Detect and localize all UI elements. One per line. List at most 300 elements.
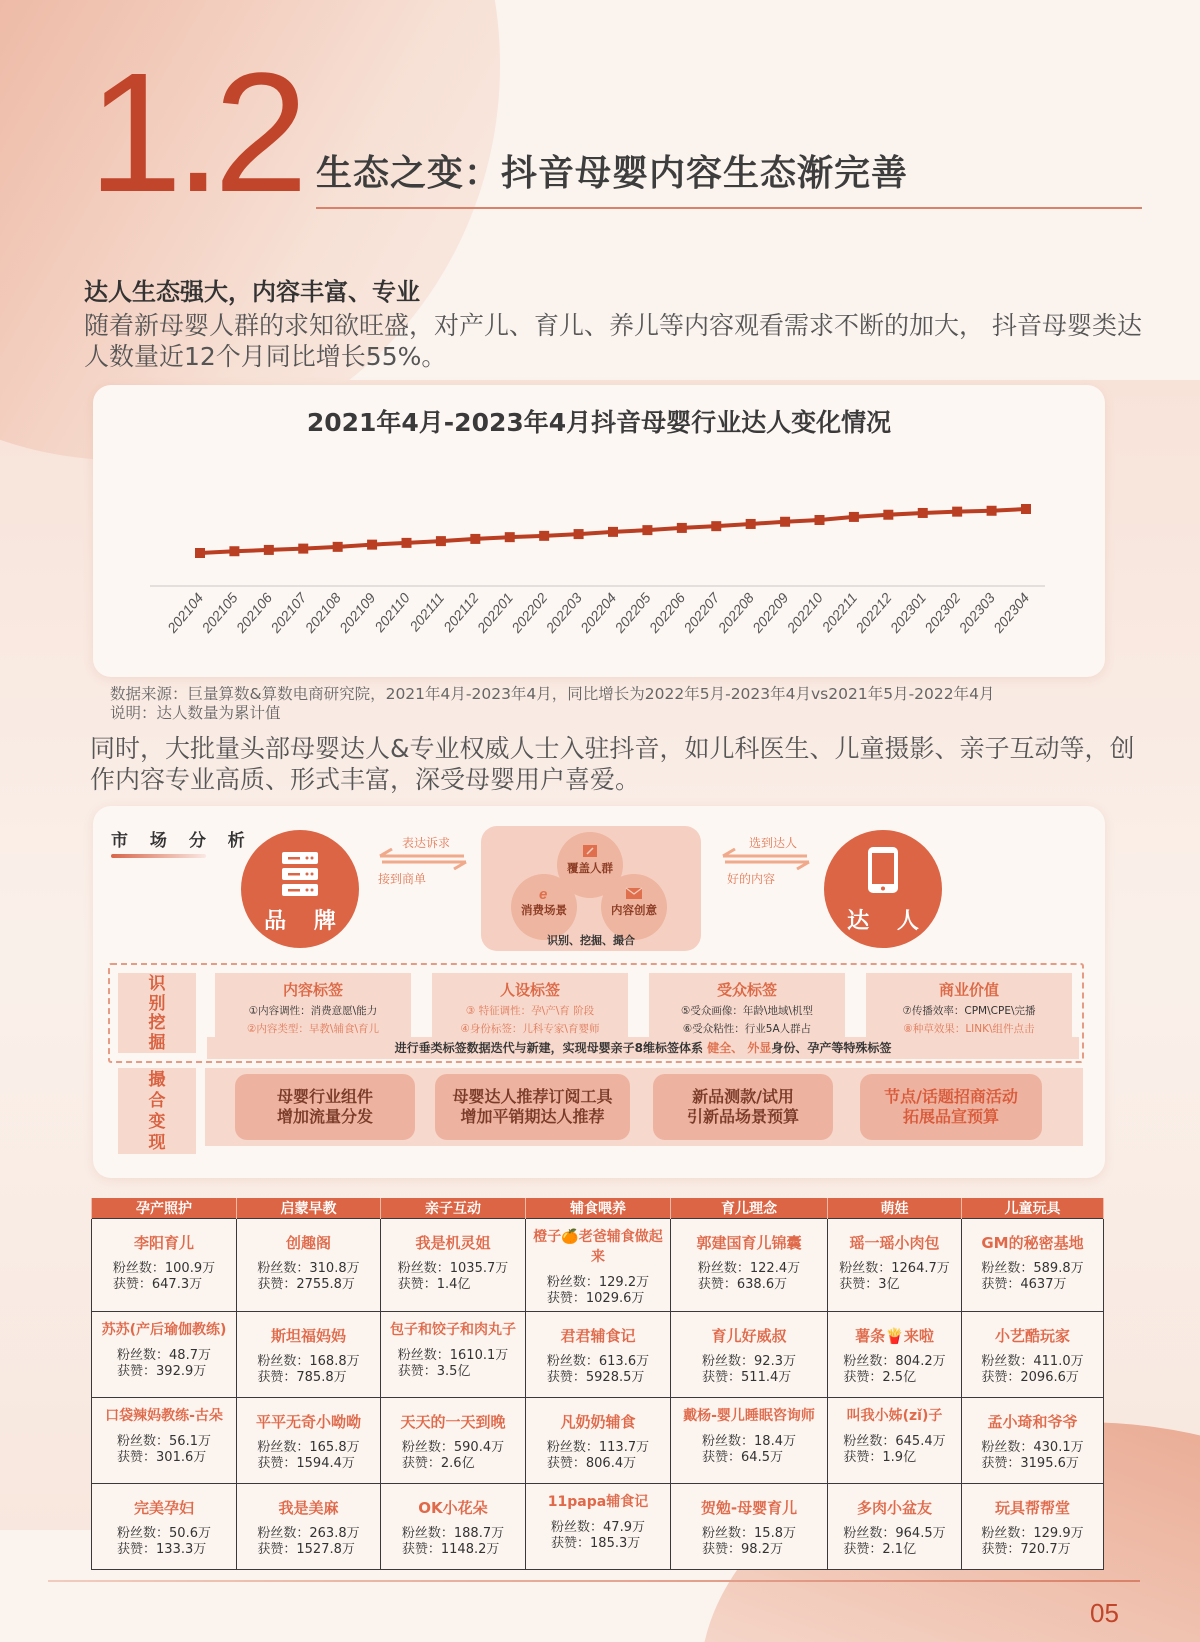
data-point-marker bbox=[367, 540, 377, 550]
fans-value: 15.8万 bbox=[754, 1526, 796, 1541]
fans-value: 165.8万 bbox=[309, 1440, 360, 1455]
x-tick-label: 202304 bbox=[990, 589, 1033, 636]
table-row bbox=[92, 1312, 1104, 1398]
fans-value: 48.7万 bbox=[169, 1348, 211, 1363]
fans-label: 粉丝数： bbox=[117, 1526, 170, 1541]
likes-value: 2096.6万 bbox=[1020, 1370, 1079, 1385]
likes-line bbox=[402, 1456, 504, 1472]
fans-value: 188.7万 bbox=[453, 1526, 505, 1541]
influencer-cell bbox=[237, 1219, 381, 1312]
fans-label: 粉丝数： bbox=[551, 1520, 604, 1535]
tag-line: ③ 特征调性：孕\产\育 阶段 bbox=[465, 1005, 595, 1017]
influencer-stats bbox=[843, 1434, 945, 1466]
likes-label: 获赞： bbox=[257, 1456, 297, 1471]
x-tick-label: 202106 bbox=[232, 589, 276, 636]
influencer-cell bbox=[671, 1312, 828, 1398]
likes-value: 3亿 bbox=[878, 1277, 900, 1292]
fans-line bbox=[402, 1440, 504, 1456]
x-tick-label: 202109 bbox=[336, 589, 379, 636]
likes-label: 获赞： bbox=[702, 1450, 742, 1465]
likes-value: 1.4亿 bbox=[436, 1277, 471, 1292]
fans-line bbox=[547, 1275, 649, 1291]
fans-label: 粉丝数： bbox=[981, 1440, 1034, 1455]
likes-line bbox=[398, 1364, 509, 1380]
fans-label: 粉丝数： bbox=[981, 1354, 1034, 1369]
likes-line bbox=[702, 1542, 796, 1558]
influencer-cell bbox=[92, 1312, 237, 1398]
influencer-name: 包子和饺子和肉丸子 bbox=[390, 1322, 516, 1338]
likes-line bbox=[843, 1542, 945, 1558]
side-label-text: 撮合变现 bbox=[148, 1070, 166, 1153]
likes-line bbox=[702, 1370, 796, 1386]
tag-line: ④身份标签：儿科专家\育婴师 bbox=[460, 1023, 600, 1035]
market-analysis-card bbox=[93, 806, 1105, 1178]
influencer-stats bbox=[398, 1261, 509, 1293]
tag-box-audience bbox=[649, 973, 845, 1037]
data-point-marker bbox=[711, 521, 721, 531]
likes-line bbox=[698, 1277, 800, 1293]
fans-label: 粉丝数： bbox=[546, 1354, 599, 1369]
likes-value: 1.9亿 bbox=[882, 1450, 917, 1465]
data-point-marker bbox=[815, 515, 825, 525]
fans-value: 100.9万 bbox=[164, 1261, 216, 1276]
column-header: 亲子互动 bbox=[381, 1198, 526, 1219]
fans-value: 590.4万 bbox=[453, 1440, 505, 1455]
likes-line bbox=[257, 1456, 359, 1472]
fans-value: 589.8万 bbox=[1033, 1261, 1084, 1276]
fans-value: 430.1万 bbox=[1033, 1440, 1084, 1455]
fans-value: 129.9万 bbox=[1033, 1526, 1084, 1541]
fans-value: 18.4万 bbox=[754, 1434, 796, 1449]
likes-line bbox=[839, 1277, 950, 1293]
column-header: 孕产照护 bbox=[92, 1198, 237, 1219]
influencer-cell bbox=[381, 1219, 526, 1312]
table-header-row bbox=[92, 1198, 1104, 1219]
influencer-cell bbox=[237, 1484, 381, 1570]
likes-value: 392.9万 bbox=[156, 1364, 207, 1379]
column-header: 启蒙早教 bbox=[237, 1198, 381, 1219]
likes-value: 1594.4万 bbox=[296, 1456, 355, 1471]
influencer-stats bbox=[839, 1261, 950, 1293]
fans-label: 粉丝数： bbox=[117, 1434, 170, 1449]
side-label-text: 识别挖掘 bbox=[148, 974, 166, 1053]
influencer-cell bbox=[671, 1219, 828, 1312]
summary-text: 进行垂类标签数据迭代与新建，实现母婴亲子8维标签体系 bbox=[394, 1041, 708, 1055]
center-circle-scene bbox=[511, 874, 577, 940]
likes-line bbox=[981, 1542, 1083, 1558]
title-divider bbox=[316, 207, 1142, 209]
x-tick-label: 202302 bbox=[921, 589, 964, 636]
x-tick-label: 202204 bbox=[577, 589, 620, 636]
market-analysis-label: 市 场 分 析 bbox=[111, 831, 253, 851]
likes-label: 获赞： bbox=[257, 1542, 297, 1557]
data-point-marker bbox=[229, 546, 239, 556]
influencer-name: 君君辅食记 bbox=[560, 1327, 636, 1345]
influencer-name: 郭建国育儿锦囊 bbox=[696, 1234, 802, 1252]
mail-icon bbox=[625, 886, 643, 900]
fans-line bbox=[257, 1440, 359, 1456]
likes-line bbox=[981, 1370, 1083, 1386]
likes-value: 785.8万 bbox=[296, 1370, 347, 1385]
influencer-name: GM的秘密基地 bbox=[981, 1234, 1084, 1252]
chip-icon bbox=[581, 844, 599, 858]
x-tick-label: 202209 bbox=[749, 589, 792, 636]
x-tick-label: 202208 bbox=[714, 589, 757, 636]
influencer-name: 薯条🍟来啦 bbox=[855, 1327, 934, 1345]
influencer-stats bbox=[547, 1275, 649, 1307]
fans-line bbox=[839, 1261, 950, 1277]
x-tick-label: 202301 bbox=[886, 589, 930, 636]
likes-label: 获赞： bbox=[697, 1277, 737, 1292]
data-point-marker bbox=[952, 507, 962, 517]
table-row bbox=[92, 1219, 1104, 1312]
influencer-name: 育儿好威叔 bbox=[711, 1327, 787, 1345]
influencer-name: 橙子🍊老爸辅食做起来 bbox=[533, 1229, 663, 1265]
influencer-cell bbox=[962, 1484, 1104, 1570]
likes-label: 获赞： bbox=[546, 1291, 586, 1306]
likes-value: 185.3万 bbox=[590, 1536, 641, 1551]
likes-line bbox=[547, 1370, 649, 1386]
center-circle-creative bbox=[601, 874, 667, 940]
data-point-marker bbox=[918, 508, 928, 518]
tag-title: 商业价值 bbox=[938, 981, 999, 999]
influencer-stats bbox=[402, 1526, 504, 1558]
conversion-item-subscription-tool bbox=[435, 1074, 630, 1140]
influencer-stats bbox=[843, 1526, 945, 1558]
likes-value: 638.6万 bbox=[736, 1277, 788, 1292]
fans-line bbox=[702, 1434, 796, 1450]
data-point-marker bbox=[780, 517, 790, 527]
fans-label: 粉丝数： bbox=[401, 1440, 454, 1455]
fans-label: 粉丝数： bbox=[697, 1261, 750, 1276]
fans-line bbox=[551, 1520, 645, 1536]
conversion-line: 母婴达人推荐订阅工具 bbox=[452, 1087, 613, 1106]
likes-label: 获赞： bbox=[843, 1542, 883, 1557]
likes-value: 1148.2万 bbox=[440, 1542, 500, 1557]
conversion-line: 节点/话题招商活动 bbox=[884, 1087, 1018, 1106]
fans-label: 粉丝数： bbox=[843, 1434, 896, 1449]
data-point-marker bbox=[436, 536, 446, 546]
fans-value: 1264.7万 bbox=[891, 1261, 950, 1276]
table-row bbox=[92, 1484, 1104, 1570]
likes-label: 获赞： bbox=[981, 1456, 1021, 1471]
likes-label: 获赞： bbox=[257, 1370, 297, 1385]
influencer-cell bbox=[526, 1398, 671, 1484]
likes-value: 511.4万 bbox=[741, 1370, 792, 1385]
convert-side-label bbox=[118, 1068, 196, 1154]
likes-label: 获赞： bbox=[397, 1364, 437, 1379]
tag-line: ①内容调性：消费意愿\能力 bbox=[248, 1005, 378, 1017]
arrow-label-select-influencer: 选到达人 bbox=[749, 836, 798, 850]
center-circle-label: 内容创意 bbox=[611, 903, 657, 917]
fans-value: 1610.1万 bbox=[449, 1348, 509, 1363]
influencer-cell bbox=[526, 1484, 671, 1570]
likes-line bbox=[547, 1456, 649, 1472]
fans-line bbox=[843, 1434, 945, 1450]
influencer-name: 瑶一瑶小肉包 bbox=[849, 1234, 940, 1252]
data-point-marker bbox=[298, 544, 308, 554]
fans-label: 粉丝数： bbox=[981, 1261, 1034, 1276]
influencer-stats bbox=[257, 1440, 359, 1472]
summary-highlight: 外显 bbox=[743, 1041, 772, 1055]
likes-label: 获赞： bbox=[843, 1450, 883, 1465]
source-text: 数据来源：巨量算数&算数电商研究院，2021年4月-2023年4月，同比增长为2022年5月-2023年4月vs2021年5月-2022年4月 bbox=[110, 685, 995, 703]
x-tick-label: 202108 bbox=[301, 589, 344, 636]
x-tick-label: 202210 bbox=[783, 589, 826, 636]
likes-value: 2.6亿 bbox=[440, 1456, 475, 1471]
fans-label: 粉丝数： bbox=[843, 1526, 896, 1541]
likes-value: 2.1亿 bbox=[882, 1542, 917, 1557]
column-header: 辅食喂养 bbox=[526, 1198, 671, 1219]
fans-line bbox=[113, 1261, 215, 1277]
likes-line bbox=[398, 1277, 509, 1293]
fans-value: 50.6万 bbox=[169, 1526, 211, 1541]
likes-line bbox=[551, 1536, 645, 1552]
influencer-name: 斯坦福妈妈 bbox=[270, 1327, 346, 1345]
x-tick-label: 202110 bbox=[371, 589, 413, 635]
influencer-stats bbox=[702, 1354, 796, 1386]
svg-text:e: e bbox=[539, 886, 548, 900]
fans-label: 粉丝数： bbox=[257, 1354, 310, 1369]
fans-value: 804.2万 bbox=[895, 1354, 946, 1369]
fans-line bbox=[843, 1526, 945, 1542]
fans-value: 613.6万 bbox=[598, 1354, 650, 1369]
tag-line: ⑥受众粘性：行业5A人群占 bbox=[682, 1023, 812, 1035]
fans-label: 粉丝数： bbox=[546, 1275, 599, 1290]
influencer-stats bbox=[981, 1526, 1083, 1558]
likes-label: 获赞： bbox=[546, 1370, 586, 1385]
data-point-marker bbox=[402, 538, 412, 548]
conversion-line: 母婴行业组件 bbox=[276, 1087, 373, 1106]
likes-value: 1527.8万 bbox=[296, 1542, 355, 1557]
data-point-marker bbox=[505, 532, 515, 542]
column-header: 儿童玩具 bbox=[962, 1198, 1104, 1219]
summary-text: 身份、孕产等特殊标签 bbox=[771, 1041, 892, 1055]
fans-line bbox=[843, 1354, 945, 1370]
influencer-name: 小艺酷玩家 bbox=[994, 1327, 1070, 1345]
fans-line bbox=[257, 1354, 359, 1370]
influencer-stats bbox=[843, 1354, 945, 1386]
fans-value: 122.4万 bbox=[749, 1261, 801, 1276]
x-tick-label: 202303 bbox=[955, 589, 998, 636]
influencer-stats bbox=[117, 1526, 211, 1558]
fans-line bbox=[981, 1526, 1083, 1542]
fans-line bbox=[702, 1526, 796, 1542]
fans-line bbox=[547, 1440, 649, 1456]
influencer-name: OK小花朵 bbox=[418, 1499, 488, 1517]
tag-line: ⑦传播效率：CPM\CPE\完播 bbox=[902, 1005, 1036, 1017]
chart-card bbox=[93, 385, 1105, 677]
likes-value: 720.7万 bbox=[1020, 1542, 1071, 1557]
influencer-name: 贺勉-母婴育儿 bbox=[700, 1499, 798, 1517]
fans-label: 粉丝数： bbox=[112, 1261, 165, 1276]
fans-line bbox=[117, 1434, 211, 1450]
influencer-cell bbox=[92, 1484, 237, 1570]
likes-line bbox=[117, 1364, 211, 1380]
fans-line bbox=[117, 1526, 211, 1542]
influencer-cell bbox=[828, 1219, 962, 1312]
influencer-name: 11papa辅食记 bbox=[547, 1494, 649, 1510]
fans-value: 129.2万 bbox=[598, 1275, 650, 1290]
line-chart bbox=[93, 385, 1105, 677]
x-tick-label: 202206 bbox=[645, 589, 689, 636]
likes-value: 98.2万 bbox=[741, 1542, 783, 1557]
fans-line bbox=[702, 1354, 796, 1370]
likes-label: 获赞： bbox=[112, 1277, 152, 1292]
influencer-stats bbox=[702, 1526, 796, 1558]
fans-line bbox=[981, 1440, 1083, 1456]
influencer-name: 玩具帮帮堂 bbox=[994, 1499, 1070, 1517]
brand-circle bbox=[241, 830, 359, 948]
likes-label: 获赞： bbox=[257, 1277, 297, 1292]
tag-title: 内容标签 bbox=[282, 981, 343, 999]
influencer-circle bbox=[824, 830, 942, 948]
fans-label: 粉丝数： bbox=[257, 1261, 310, 1276]
likes-line bbox=[402, 1542, 504, 1558]
influencer-cell bbox=[526, 1219, 671, 1312]
likes-label: 获赞： bbox=[117, 1542, 157, 1557]
likes-label: 获赞： bbox=[702, 1370, 742, 1385]
data-point-marker bbox=[642, 525, 652, 535]
fans-label: 粉丝数： bbox=[702, 1526, 755, 1541]
likes-label: 获赞： bbox=[397, 1277, 437, 1292]
identify-mining-box bbox=[108, 963, 1084, 1063]
influencer-name: 完美孕妇 bbox=[133, 1499, 194, 1517]
data-point-marker bbox=[195, 548, 205, 558]
likes-label: 获赞： bbox=[117, 1450, 157, 1465]
conversion-line: 增加流量分发 bbox=[276, 1107, 373, 1126]
conversion-item-component bbox=[235, 1074, 415, 1140]
likes-line bbox=[981, 1277, 1083, 1293]
intro2-paragraph: 同时，大批量头部母婴达人&专业权威人士入驻抖音，如儿科医生、儿童摄影、亲子互动等，创作内容专业高质、形式丰富，深受母婴用户喜爱。 bbox=[90, 734, 1135, 794]
fans-line bbox=[257, 1526, 359, 1542]
x-tick-label: 202201 bbox=[473, 589, 517, 636]
influencer-exchange-arrows bbox=[721, 834, 811, 884]
arrow-label-receive-orders: 接到商单 bbox=[378, 872, 427, 886]
fans-line bbox=[547, 1354, 649, 1370]
page-number: 05 bbox=[1090, 1598, 1119, 1628]
server-icon bbox=[282, 852, 318, 896]
data-point-marker bbox=[574, 529, 584, 539]
fans-value: 964.5万 bbox=[895, 1526, 946, 1541]
fans-line bbox=[117, 1348, 211, 1364]
footer-divider bbox=[48, 1580, 1140, 1582]
center-caption: 识别、挖掘、撮合 bbox=[547, 934, 635, 947]
matching-center-box bbox=[481, 826, 701, 951]
arrow-label-express-needs: 表达诉求 bbox=[402, 836, 451, 850]
likes-line bbox=[257, 1542, 359, 1558]
fans-label: 粉丝数： bbox=[702, 1354, 755, 1369]
tag-line: ②内容类型：早教\辅食\育儿 bbox=[247, 1023, 379, 1035]
data-point-marker bbox=[264, 545, 274, 555]
tag-box-content bbox=[215, 973, 411, 1037]
data-point-marker bbox=[1021, 504, 1031, 514]
likes-label: 获赞： bbox=[981, 1542, 1021, 1557]
influencer-name: 苏苏(产后瑜伽教练) bbox=[101, 1322, 227, 1338]
column-header: 萌娃 bbox=[828, 1198, 962, 1219]
fans-line bbox=[981, 1354, 1083, 1370]
x-tick-label: 202112 bbox=[440, 589, 482, 635]
influencer-cell bbox=[381, 1312, 526, 1398]
influencer-table bbox=[91, 1198, 1104, 1570]
x-tick-label: 202111 bbox=[406, 589, 448, 635]
influencer-cell bbox=[92, 1219, 237, 1312]
conversion-line: 拓展品宣预算 bbox=[902, 1107, 999, 1126]
fans-line bbox=[257, 1261, 359, 1277]
likes-label: 获赞： bbox=[702, 1542, 742, 1557]
influencer-name: 李阳育儿 bbox=[133, 1234, 194, 1252]
likes-label: 获赞： bbox=[546, 1456, 586, 1471]
likes-value: 1029.6万 bbox=[585, 1291, 645, 1306]
influencer-name: 多肉小盆友 bbox=[856, 1499, 932, 1517]
likes-line bbox=[257, 1277, 359, 1293]
influencer-stats bbox=[117, 1434, 211, 1466]
conversion-line: 新品测款/试用 bbox=[692, 1087, 794, 1106]
likes-value: 806.4万 bbox=[585, 1456, 637, 1471]
brand-exchange-arrows bbox=[378, 834, 468, 884]
likes-line bbox=[702, 1450, 796, 1466]
fans-value: 56.1万 bbox=[169, 1434, 211, 1449]
conversion-line: 引新品场景预算 bbox=[686, 1107, 799, 1126]
chart-title: 2021年4月-2023年4月抖音母婴行业达人变化情况 bbox=[306, 408, 892, 437]
likes-line bbox=[113, 1277, 215, 1293]
page-title: 生态之变：抖音母婴内容生态渐完善 bbox=[316, 153, 909, 194]
tag-box-commercial bbox=[866, 973, 1072, 1037]
section-subheading: 达人生态强大，内容丰富、专业 bbox=[84, 278, 420, 306]
intro-paragraph: 随着新母婴人群的求知欲旺盛，对产儿、育儿、养儿等内容观看需求不断的加大， 抖音母婴类达人数量近12个月同比增长55%。 bbox=[84, 311, 1142, 371]
fans-label: 粉丝数： bbox=[843, 1354, 896, 1369]
fans-label: 粉丝数： bbox=[257, 1526, 310, 1541]
influencer-cell bbox=[962, 1219, 1104, 1312]
influencer-stats bbox=[551, 1520, 645, 1552]
data-point-marker bbox=[608, 527, 618, 537]
likes-line bbox=[117, 1450, 211, 1466]
influencer-stats bbox=[547, 1440, 649, 1472]
data-point-marker bbox=[883, 510, 893, 520]
fans-value: 47.9万 bbox=[603, 1520, 645, 1535]
influencer-stats bbox=[257, 1261, 359, 1293]
influencer-stats bbox=[547, 1354, 649, 1386]
fans-value: 92.3万 bbox=[754, 1354, 796, 1369]
identify-side-label bbox=[118, 973, 196, 1053]
fans-label: 粉丝数： bbox=[401, 1526, 454, 1541]
fans-label: 粉丝数： bbox=[397, 1261, 450, 1276]
influencer-stats bbox=[257, 1354, 359, 1386]
conversion-line: 增加平销期达人推荐 bbox=[460, 1107, 605, 1126]
label-underline bbox=[111, 854, 206, 858]
data-point-marker bbox=[539, 531, 549, 541]
influencer-cell bbox=[237, 1398, 381, 1484]
likes-line bbox=[843, 1370, 945, 1386]
likes-value: 2755.8万 bbox=[296, 1277, 355, 1292]
fans-value: 645.4万 bbox=[895, 1434, 946, 1449]
influencer-cell bbox=[671, 1398, 828, 1484]
influencer-cell bbox=[828, 1484, 962, 1570]
section-number: 1.2 bbox=[88, 38, 301, 228]
influencer-stats bbox=[117, 1348, 211, 1380]
data-point-marker bbox=[333, 542, 343, 552]
center-circle-label: 覆盖人群 bbox=[567, 861, 613, 875]
x-tick-label: 202105 bbox=[198, 589, 241, 636]
influencer-name: 戴杨-婴儿睡眠咨询师 bbox=[683, 1408, 815, 1424]
fans-line bbox=[981, 1261, 1083, 1277]
likes-line bbox=[981, 1456, 1083, 1472]
likes-line bbox=[843, 1450, 945, 1466]
data-point-marker bbox=[987, 506, 997, 516]
influencer-label: 达 人 bbox=[847, 909, 929, 934]
likes-line bbox=[117, 1542, 211, 1558]
data-point-marker bbox=[470, 534, 480, 544]
